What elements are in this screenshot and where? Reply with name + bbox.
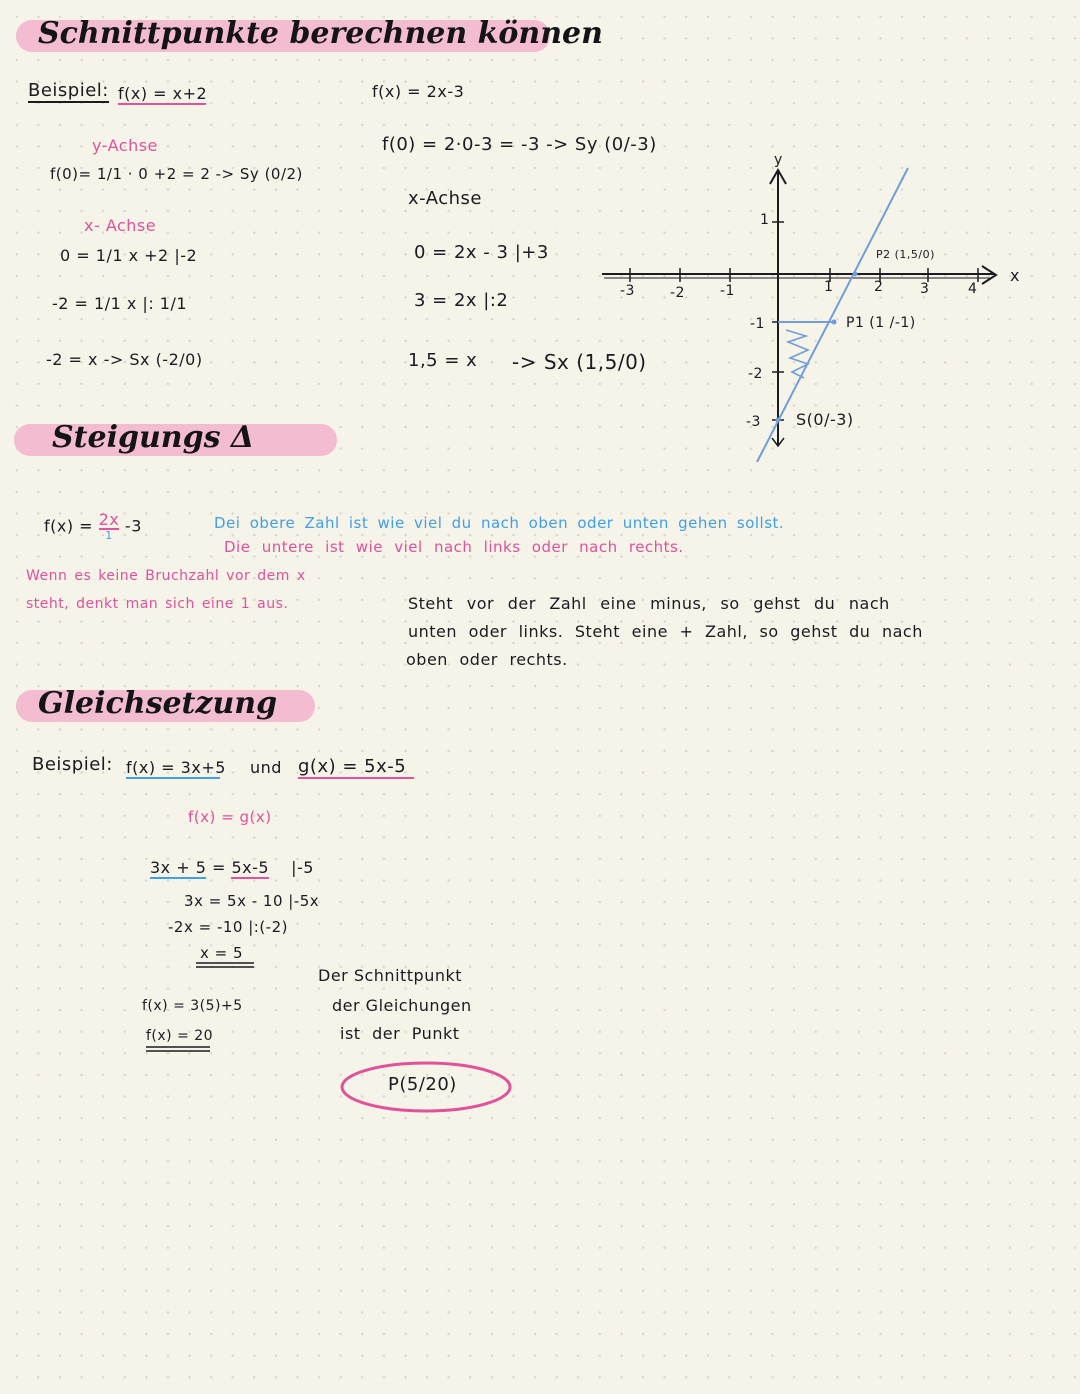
x-tick-label: 1 <box>824 279 834 295</box>
step-2: 3x = 5x - 10 |-5x <box>184 892 320 910</box>
denominator-explanation: Die untere ist wie viel nach links oder nach rechts. <box>224 538 684 556</box>
numerator-explanation: Dei obere Zahl ist wie viel du nach oben oder unten gehen sollst. <box>214 514 785 532</box>
slope-function-main: f(x) = <box>44 516 99 536</box>
x-tick-label: -2 <box>670 285 685 301</box>
y-tick-label: -2 <box>748 366 763 382</box>
section-title-steigung: Steigungs Δ <box>52 420 255 455</box>
step-1-equals: = <box>206 858 232 877</box>
graph-x-label: x <box>1010 266 1020 285</box>
p1-label: P1 (1 /-1) <box>846 315 916 331</box>
calc-line-2: f(x) = 20 <box>146 1028 214 1044</box>
step-1 <box>150 858 314 877</box>
calc-line-1: f(x) = 3(5)+5 <box>142 998 243 1014</box>
slope-denominator: 1 <box>105 529 113 542</box>
second-function-x-heading: x-Achse <box>408 188 483 209</box>
x-axis-heading: x- Achse <box>84 216 157 235</box>
step-3: -2x = -10 |:(-2) <box>168 918 288 936</box>
sign-rule-line-1: Steht vor der Zahl eine minus, so gehst du nach <box>408 594 890 613</box>
point-p1 <box>832 320 837 325</box>
intersection-note-line-3: ist der Punkt <box>340 1024 460 1043</box>
second-function: f(x) = 2x-3 <box>372 82 465 101</box>
point-s <box>776 418 781 423</box>
y-tick-label: -1 <box>750 316 765 332</box>
intersection-note-line-1: Der Schnittpunkt <box>318 966 463 985</box>
x-tick-label: 3 <box>920 281 930 297</box>
f-definition: f(x) = 3x+5 <box>126 758 226 777</box>
y-tick-label: -3 <box>746 414 761 430</box>
second-x-step-1: 0 = 2x - 3 |+3 <box>414 242 549 263</box>
step-1-op: |-5 <box>291 858 314 877</box>
g-definition: g(x) = 5x-5 <box>298 756 414 779</box>
step-4-result: x = 5 <box>200 944 244 962</box>
section-title-gleichsetzung: Gleichsetzung <box>38 686 278 721</box>
example-label: Beispiel: <box>28 80 109 101</box>
section-title-schnittpunkte: Schnittpunkte berechnen können <box>38 16 603 51</box>
sign-rule-line-2: unten oder links. Steht eine + Zahl, so gehst du nach <box>408 622 923 641</box>
graph-y-label: y <box>774 152 783 168</box>
x-tick-label: -1 <box>720 283 735 299</box>
slope-fraction <box>99 512 120 542</box>
sign-rule-line-3: oben oder rechts. <box>406 650 568 669</box>
step-1-rhs: 5x-5 <box>231 858 270 877</box>
slope-function-tail: -3 <box>119 516 142 536</box>
second-x-result: -> Sx (1,5/0) <box>512 350 647 374</box>
intersection-point: P(5/20) <box>388 1074 457 1095</box>
y-tick-label: 1 <box>760 212 770 228</box>
second-function-y-intercept: f(0) = 2·0-3 = -3 -> Sy (0/-3) <box>382 134 657 155</box>
y-axis-heading: y-Achse <box>92 136 158 155</box>
second-x-step-2: 3 = 2x |:2 <box>414 290 509 311</box>
x-axis-step-3: -2 = x -> Sx (-2/0) <box>46 350 203 369</box>
example-function: f(x) = x+2 <box>118 84 208 103</box>
set-equal-line: f(x) = g(x) <box>188 808 272 826</box>
intersection-note-line-2: der Gleichungen <box>332 996 472 1015</box>
x-tick-label: 4 <box>968 281 978 297</box>
fraction-rule-line-2: steht, denkt man sich eine 1 aus. <box>26 596 289 612</box>
point-p2 <box>853 272 858 277</box>
s-label: S(0/-3) <box>796 410 854 429</box>
p2-label: P2 (1,5/0) <box>876 248 935 261</box>
x-tick-label: 2 <box>874 279 884 295</box>
x-axis-step-1: 0 = 1/1 x +2 |-2 <box>60 246 198 265</box>
slope-numerator: 2x <box>98 510 120 529</box>
second-x-step-3: 1,5 = x <box>408 350 478 371</box>
example-label-3: Beispiel: <box>32 754 113 775</box>
step-1-lhs: 3x + 5 <box>150 858 207 877</box>
fraction-rule-line-1: Wenn es keine Bruchzahl vor dem x <box>26 568 306 584</box>
y-axis-calculation: f(0)= 1/1 · 0 +2 = 2 -> Sy (0/2) <box>50 165 303 183</box>
x-tick-label: -3 <box>620 283 635 299</box>
and-word: und <box>250 758 282 777</box>
slope-function <box>44 512 142 542</box>
x-axis-step-2: -2 = 1/1 x |: 1/1 <box>52 294 188 313</box>
